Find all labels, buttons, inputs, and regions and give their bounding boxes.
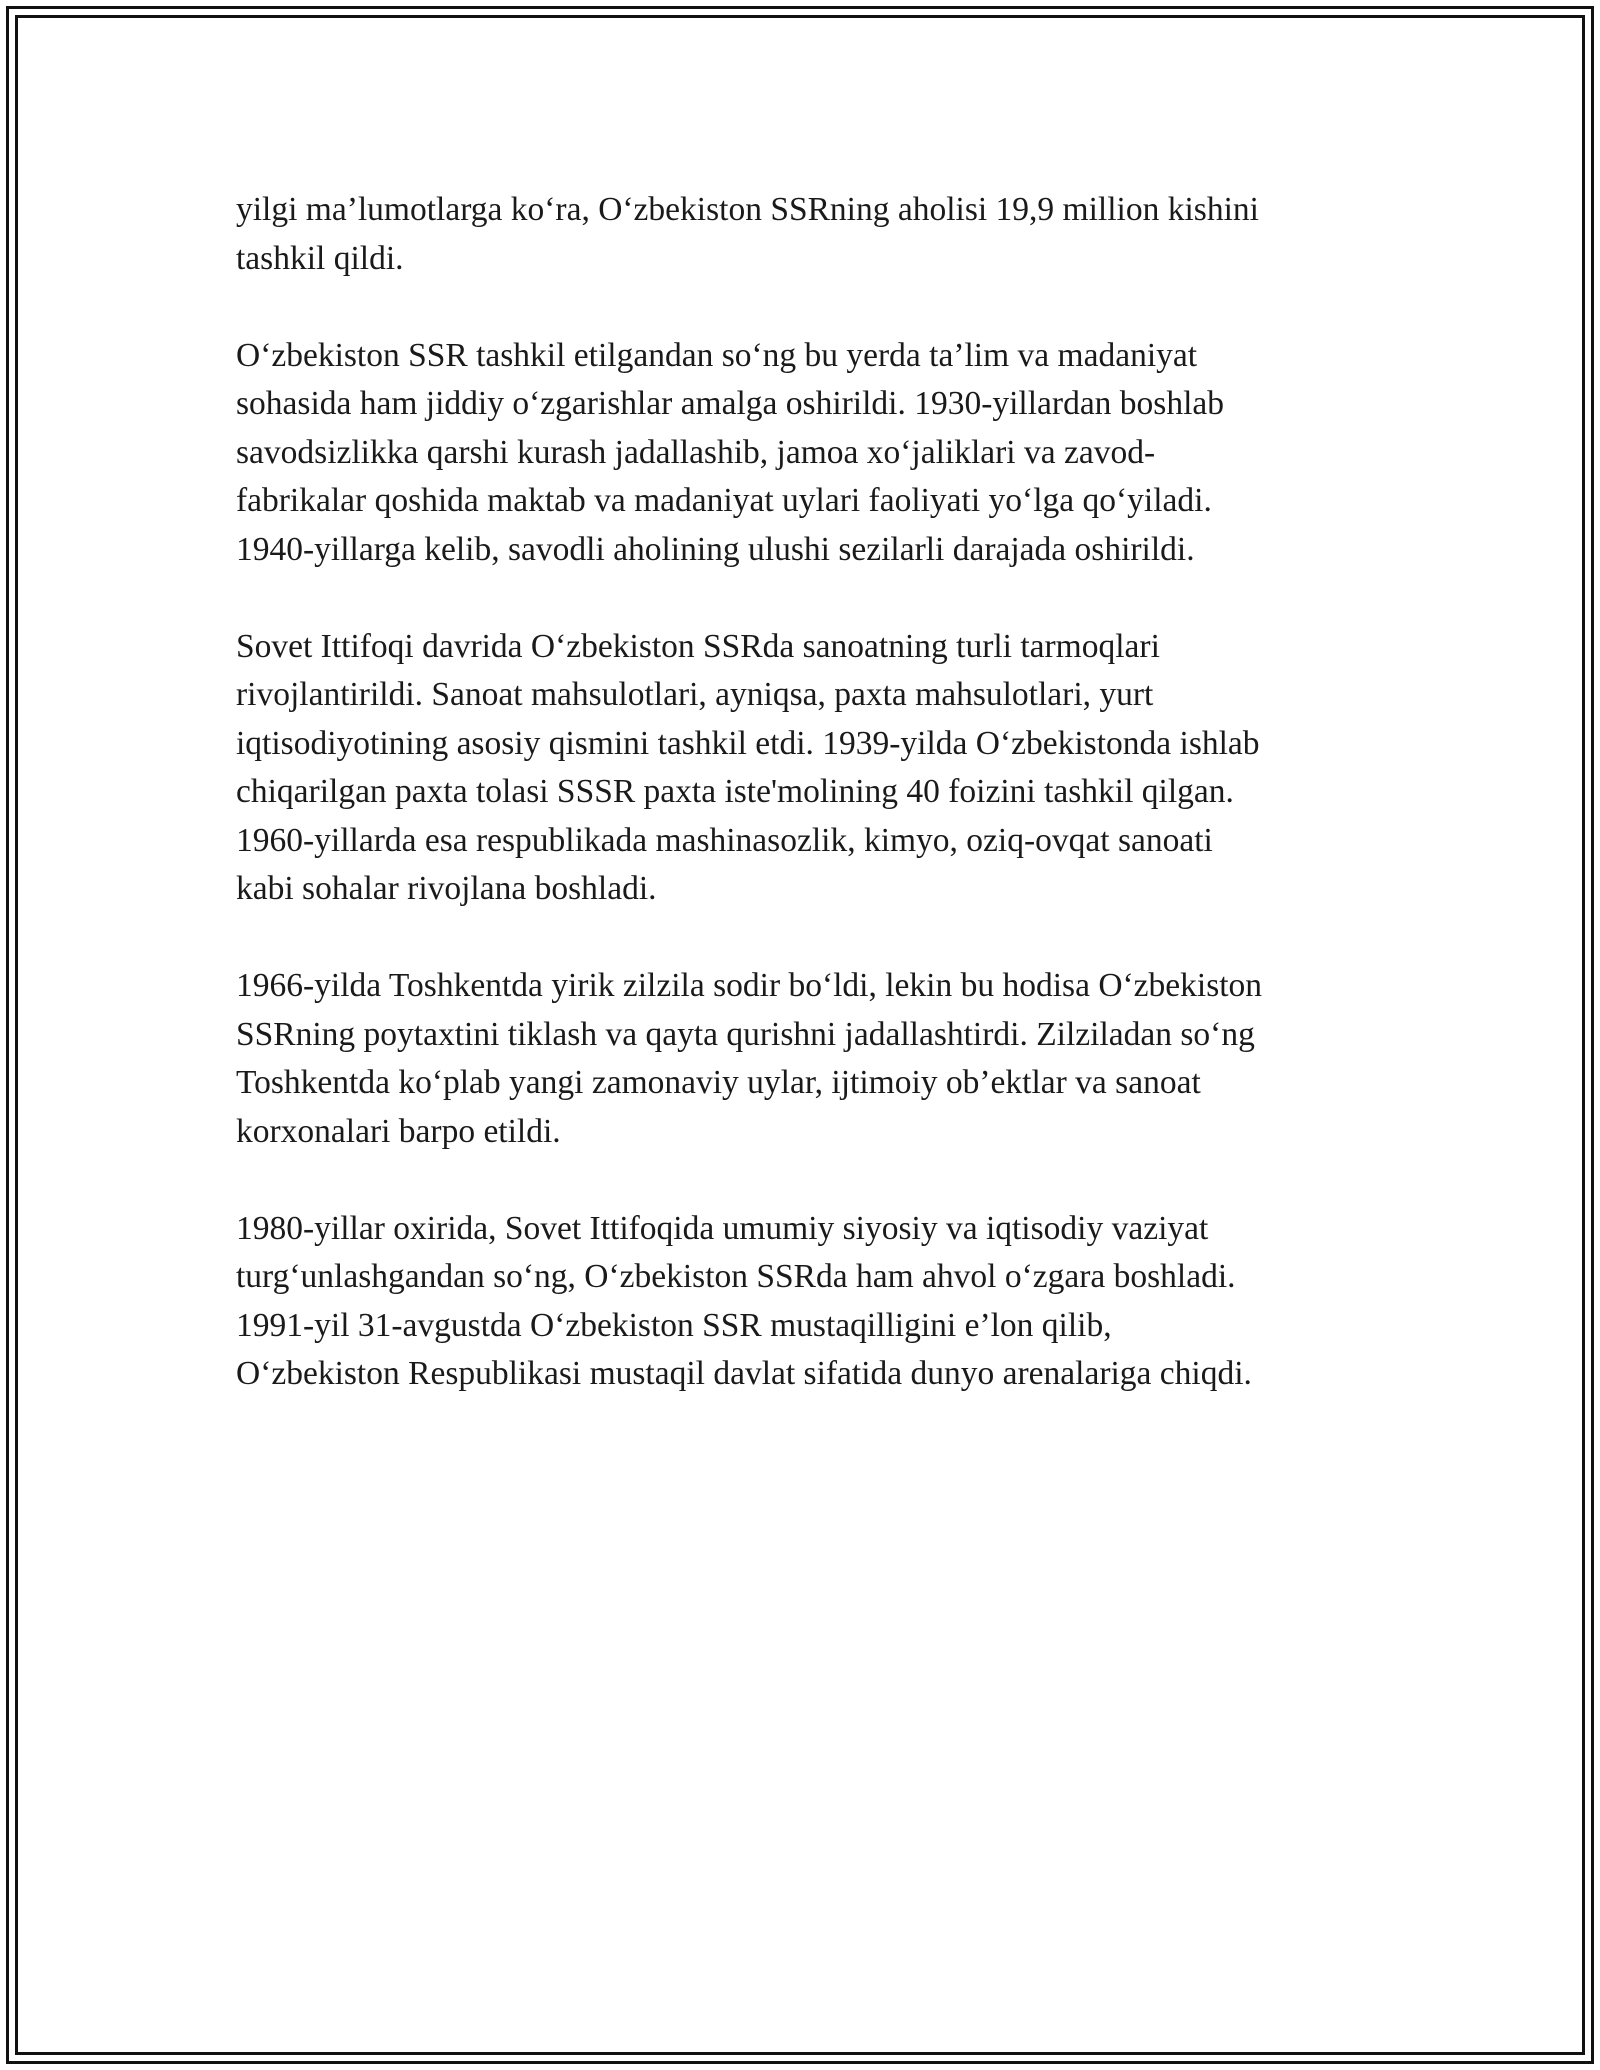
text-line: O‘zbekiston Respublikasi mustaqil davlat sifatida dunyo arenalariga chiqdi.	[236, 1355, 1252, 1392]
text-line: 1960-yillarda esa respublikada mashinasozlik, kimyo, oziq-ovqat sanoati	[236, 821, 1213, 859]
text-line: O‘zbekiston SSR tashkil etilgandan so‘ng bu yerda ta’lim va madaniyat	[236, 336, 1198, 374]
text-line: turg‘unlashgandan so‘ng, O‘zbekiston SSRda ham ahvol o‘zgara boshladi.	[236, 1258, 1236, 1295]
text-line: fabrikalar qoshida maktab va madaniyat uylari faoliyati yo‘lga qo‘yiladi.	[236, 482, 1212, 519]
text-line: yilgi ma’lumotlarga ko‘ra, O‘zbekiston SSRning aholisi 19,9 million kishini	[236, 191, 1259, 228]
text-line: Toshkentda ko‘plab yangi zamonaviy uylar, ijtimoiy ob’ektlar va sanoat	[236, 1064, 1201, 1101]
document-body	[236, 186, 1386, 1447]
text-line: kabi sohalar rivojlana boshladi.	[236, 870, 657, 907]
text-line: Sovet Ittifoqi davrida O‘zbekiston SSRda sanoatning turli tarmoqlari	[236, 627, 1160, 665]
paragraph-3	[236, 623, 1386, 914]
text-line: savodsizlikka qarshi kurash jadallashib, jamoa xo‘jaliklari va zavod-	[236, 433, 1156, 471]
text-line: rivojlantirildi. Sanoat mahsulotlari, ayniqsa, paxta mahsulotlari, yurt	[236, 676, 1154, 713]
text-line: 1966-yilda Toshkentda yirik zilzila sodir bo‘ldi, lekin bu hodisa O‘zbekiston	[236, 967, 1263, 1004]
text-line: sohasida ham jiddiy o‘zgarishlar amalga oshirildi. 1930-yillardan boshlab	[236, 385, 1225, 422]
text-line: 1991-yil 31-avgustda O‘zbekiston SSR mustaqilligini e’lon qilib,	[236, 1306, 1112, 1344]
text-line: 1940-yillarga kelib, savodli aholining ulushi sezilarli darajada oshirildi.	[236, 530, 1195, 568]
text-line: korxonalari barpo etildi.	[236, 1112, 561, 1150]
paragraph-4	[236, 962, 1386, 1156]
text-line: tashkil qildi.	[236, 239, 404, 277]
text-line: iqtisodiyotining asosiy qismini tashkil etdi. 1939-yilda O‘zbekistonda ishlab	[236, 724, 1260, 762]
paragraph-5	[236, 1205, 1386, 1399]
text-line: chiqarilgan paxta tolasi SSSR paxta iste'molining 40 foizini tashkil qilgan.	[236, 773, 1234, 810]
paragraph-2	[236, 332, 1386, 575]
text-line: SSRning poytaxtini tiklash va qayta qurishni jadallashtirdi. Zilziladan so‘ng	[236, 1015, 1255, 1053]
text-line: 1980-yillar oxirida, Sovet Ittifoqida umumiy siyosiy va iqtisodiy vaziyat	[236, 1209, 1209, 1247]
paragraph-1	[236, 186, 1386, 283]
